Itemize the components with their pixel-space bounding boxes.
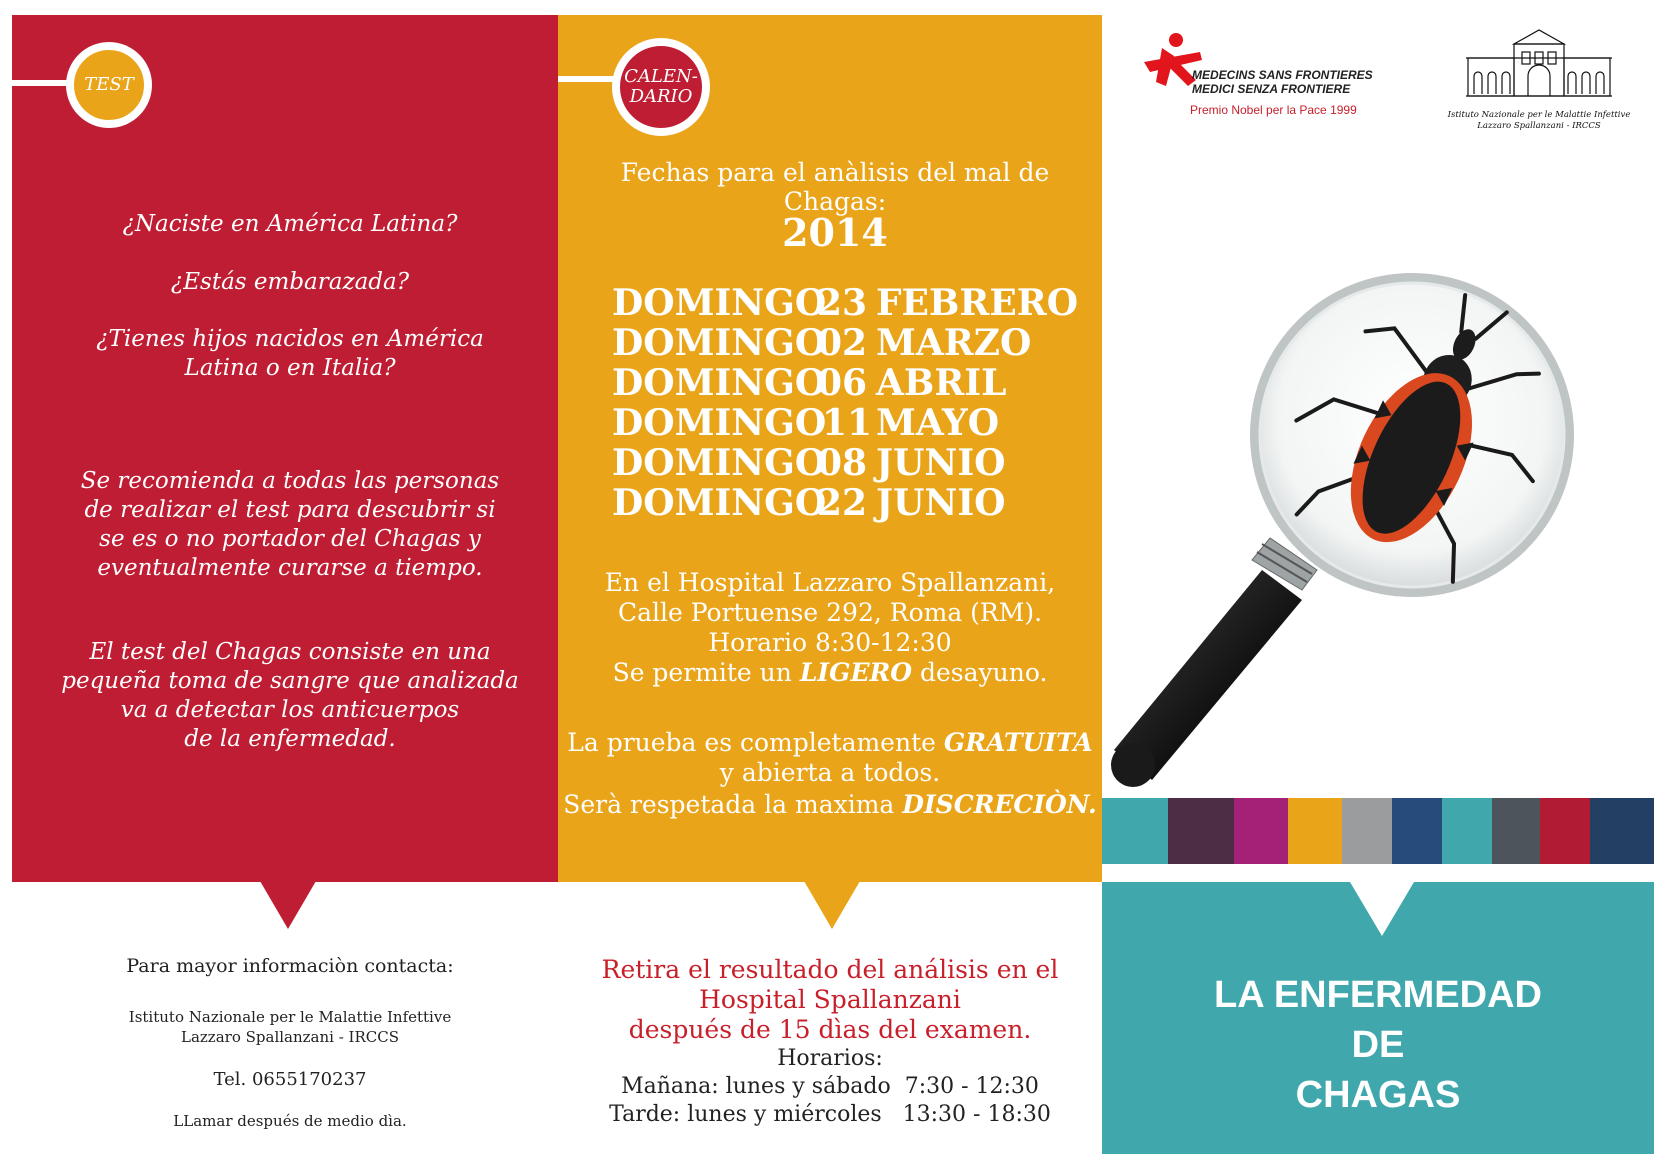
contact-heading: Para mayor informaciòn contacta: — [126, 955, 454, 977]
location-line2: Calle Portuense 292, Roma (RM). — [617, 598, 1043, 627]
msf-logo — [1140, 30, 1373, 120]
contact-institute-line2: Lazzaro Spallanzani - IRCCS — [181, 1028, 399, 1046]
date-month: FEBRERO — [876, 282, 1079, 324]
discretion-line — [560, 790, 1100, 820]
date-num: 11 — [822, 402, 873, 444]
date-day: DOMINGO — [612, 402, 827, 444]
magnifying-glass-bug-icon — [1102, 270, 1654, 790]
free-pre: La prueba es completamente — [567, 728, 944, 757]
test-description-line4: de la enfermedad. — [184, 726, 396, 752]
free-line2: y abierta a todos. — [719, 758, 941, 787]
recommendation-line1: Se recomienda a todas las personas — [80, 468, 500, 494]
date-day: DOMINGO — [612, 362, 827, 404]
location-info — [560, 568, 1100, 688]
title-line1: LA ENFERMEDAD — [1214, 974, 1542, 1016]
test-description — [40, 638, 540, 754]
date-day: DOMINGO — [612, 282, 827, 324]
free-info — [560, 728, 1100, 820]
test-description-line2: pequeña toma de sangre que analizada — [61, 668, 519, 694]
contact-note: LLamar después de medio dìa. — [173, 1112, 407, 1130]
calendar-badge-line2: DARIO — [629, 86, 693, 107]
color-stripe-block — [1342, 798, 1392, 864]
free-line1 — [560, 728, 1100, 758]
institute-logo-line2: Lazzaro Spallanzani - IRCCS — [1477, 121, 1601, 131]
question-children-line1: ¿Tienes hijos nacidos en América — [96, 326, 484, 352]
color-stripe-block — [1590, 798, 1654, 864]
color-stripe-block — [1288, 798, 1342, 864]
calendar-intro: Fechas para el anàlisis del mal de Chagas: — [620, 158, 1050, 216]
contact-phone: Tel. 0655170237 — [213, 1069, 367, 1090]
question-children-line2: Latina o en Italia? — [184, 355, 396, 381]
title-line3: CHAGAS — [1295, 1074, 1461, 1116]
color-stripe-block — [1102, 798, 1168, 864]
color-stripe-block — [1392, 798, 1442, 864]
color-stripe-block — [1442, 798, 1492, 864]
date-month: ABRIL — [876, 362, 1007, 404]
msf-name-line2: MEDICI SENZA FRONTIERE — [1192, 82, 1351, 96]
calendar-badge-line1: CALEN- — [624, 66, 698, 87]
date-month: JUNIO — [876, 482, 1006, 524]
location-line4-bold: LIGERO — [799, 658, 913, 687]
contact-institute-line1: Istituto Nazionale per le Malattie Infettive — [128, 1008, 452, 1026]
calendar-year: 2014 — [782, 210, 888, 255]
recommendation-line2: de realizar el test para descubrir si — [84, 497, 496, 523]
title-panel-notch — [1350, 882, 1414, 936]
msf-subtitle: Premio Nobel per la Pace 1999 — [1190, 103, 1357, 117]
results-info — [560, 955, 1100, 1129]
results-morning-hours: Mañana: lunes y sábado 7:30 - 12:30 — [621, 1074, 1039, 1099]
location-line3: Horario 8:30-12:30 — [708, 628, 952, 657]
results-line1: Retira el resultado del análisis en el — [601, 955, 1059, 984]
test-badge-line — [12, 80, 72, 86]
date-day: DOMINGO — [612, 482, 827, 524]
recommendation-line3: se es o no portador del Chagas y — [99, 526, 481, 552]
date-num: 08 — [817, 442, 868, 484]
results-afternoon-hours: Tarde: lunes y miércoles 13:30 - 18:30 — [609, 1102, 1051, 1127]
location-line1: En el Hospital Lazzaro Spallanzani, — [604, 568, 1056, 597]
title-text — [1102, 970, 1654, 1120]
question-children — [40, 325, 540, 383]
date-month: MARZO — [876, 322, 1032, 364]
msf-name-line1: MEDECINS SANS FRONTIERES — [1192, 68, 1373, 82]
date-num: 22 — [817, 482, 868, 524]
date-num: 23 — [817, 282, 868, 324]
location-line4-pre: Se permite un — [612, 658, 800, 687]
question-pregnant: ¿Estás embarazada? — [170, 269, 410, 295]
test-description-line3: va a detectar los anticuerpos — [120, 697, 460, 723]
test-description-line1: El test del Chagas consiste en una — [89, 639, 491, 665]
discretion-bold: DISCRECIÒN. — [902, 790, 1097, 819]
date-month: JUNIO — [876, 442, 1006, 484]
results-hours-label: Horarios: — [777, 1046, 883, 1071]
date-day: DOMINGO — [612, 442, 827, 484]
results-line3: después de 15 dìas del examen. — [628, 1015, 1032, 1044]
calendar-panel-pointer — [804, 881, 860, 929]
calendar-badge — [612, 38, 710, 136]
color-stripe-block — [1540, 798, 1590, 864]
discretion-pre: Serà respetada la maxima — [563, 790, 903, 819]
calendar-badge-line — [558, 76, 618, 82]
location-line4 — [560, 658, 1100, 688]
recommendation-text — [40, 467, 540, 583]
recommendation-line4: eventualmente curarse a tiempo. — [97, 555, 483, 581]
color-stripe-block — [1234, 798, 1288, 864]
institute-logo-line1: Istituto Nazionale per le Malattie Infettive — [1447, 110, 1631, 120]
color-stripe-block — [1168, 798, 1234, 864]
location-line4-post: desayuno. — [912, 658, 1048, 687]
contact-info — [40, 955, 540, 1130]
free-bold: GRATUITA — [943, 728, 1093, 757]
question-born: ¿Naciste en América Latina? — [122, 211, 458, 237]
results-line2: Hospital Spallanzani — [699, 985, 961, 1014]
date-day: DOMINGO — [612, 322, 827, 364]
institute-logo — [1444, 26, 1634, 136]
test-badge: TEST — [66, 42, 152, 128]
color-stripe-block — [1492, 798, 1540, 864]
title-line2: DE — [1351, 1024, 1405, 1066]
date-month: MAYO — [876, 402, 1000, 444]
building-icon — [1464, 26, 1614, 102]
test-panel-pointer — [260, 881, 316, 929]
date-num: 02 — [817, 322, 868, 364]
date-num: 06 — [817, 362, 868, 404]
